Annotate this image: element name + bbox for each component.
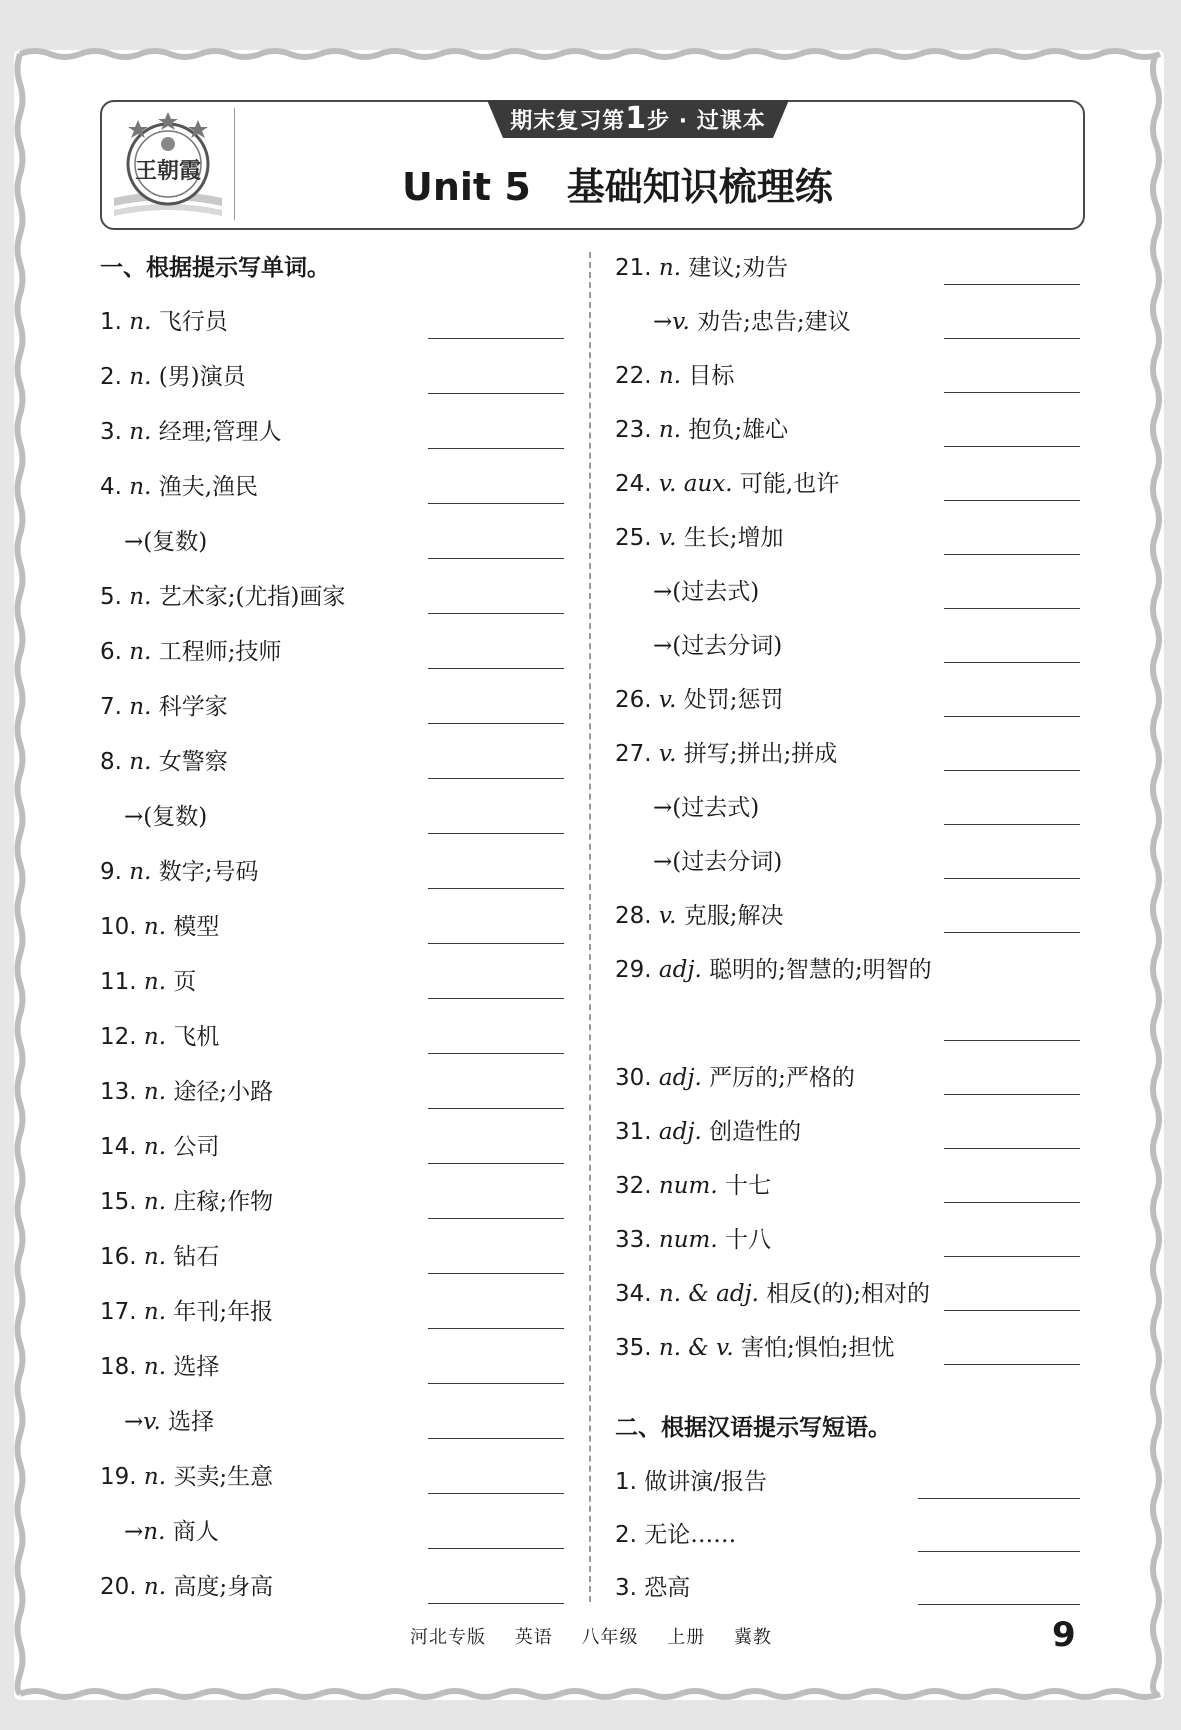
answer-blank[interactable] [944, 554, 1080, 555]
part-of-speech: n. [658, 255, 689, 281]
footer-edition: 冀教 [733, 1627, 772, 1648]
item-number: 13. [100, 1079, 144, 1105]
item-hint: 模型 [173, 914, 220, 940]
part-of-speech: adj. [658, 957, 710, 983]
left-list-item [124, 1402, 214, 1442]
footer [410, 1620, 794, 1656]
answer-blank[interactable] [944, 770, 1080, 771]
right-list-item [653, 788, 759, 828]
answer-blank[interactable] [944, 1040, 1080, 1041]
left-list-item [100, 412, 281, 452]
logo-divider [234, 108, 235, 220]
answer-blank[interactable] [944, 1148, 1080, 1149]
footer-subject: 英语 [514, 1627, 553, 1648]
part-of-speech: n. [129, 694, 159, 720]
answer-blank[interactable] [944, 1256, 1080, 1257]
item-hint: 高度;身高 [173, 1574, 274, 1600]
part-of-speech: n. [129, 309, 159, 335]
item-number: 3. [100, 419, 130, 445]
left-list-item [100, 357, 246, 397]
answer-blank[interactable] [944, 878, 1080, 879]
left-list-item [100, 1347, 219, 1387]
left-list-item [100, 577, 345, 617]
right-list-item [653, 842, 782, 882]
right-list-item [615, 410, 788, 450]
answer-blank[interactable] [428, 998, 564, 999]
part-of-speech: n. [143, 1024, 174, 1050]
part-of-speech: v. [658, 903, 684, 929]
item-number: 8. [100, 749, 130, 775]
section-2-title: 二、根据汉语提示写短语。 [615, 1415, 891, 1441]
item-number: 32. [615, 1173, 659, 1199]
item-hint: 相反(的);相对的 [766, 1281, 931, 1307]
answer-blank[interactable] [944, 284, 1080, 285]
answer-blank[interactable] [944, 824, 1080, 825]
part-of-speech: n. [129, 364, 159, 390]
item-number: 16. [100, 1244, 144, 1270]
left-list-item [100, 1292, 273, 1332]
part-of-speech: n. [129, 859, 159, 885]
answer-blank[interactable] [918, 1551, 1080, 1552]
unit-header [100, 100, 1085, 230]
answer-blank[interactable] [428, 1053, 564, 1054]
right-list-item [615, 680, 784, 720]
part-of-speech: n. [658, 417, 689, 443]
part-of-speech: →v. [124, 1409, 169, 1435]
answer-blank[interactable] [428, 888, 564, 889]
item-hint: →(复数) [124, 804, 208, 830]
item-number: 29. [615, 957, 659, 983]
item-hint: 页 [173, 969, 197, 995]
item-hint: 年刊;年报 [173, 1299, 274, 1325]
item-number: 30. [615, 1065, 659, 1091]
item-hint: 可能,也许 [739, 471, 840, 497]
item-hint: 无论…… [644, 1522, 737, 1548]
right-list-item [615, 248, 788, 288]
item-hint: 聪明的;智慧的;明智的 [709, 957, 932, 983]
answer-blank[interactable] [944, 716, 1080, 717]
right-list-item [615, 1328, 895, 1368]
left-list-item [100, 1237, 219, 1277]
section-1-title: 一、根据提示写单词。 [100, 255, 330, 281]
right-list-item [615, 1220, 771, 1260]
item-hint: 生长;增加 [683, 525, 784, 551]
footer-volume: 上册 [667, 1627, 706, 1648]
answer-blank[interactable] [428, 503, 564, 504]
item-number: 17. [100, 1299, 144, 1325]
answer-blank[interactable] [428, 1438, 564, 1439]
item-hint: 科学家 [158, 694, 228, 720]
title-text: 基础知识梳理练 [566, 165, 833, 209]
answer-blank[interactable] [428, 1218, 564, 1219]
answer-blank[interactable] [428, 943, 564, 944]
answer-blank[interactable] [428, 1383, 564, 1384]
left-list-item [100, 1567, 273, 1607]
left-list-item [100, 1072, 273, 1112]
item-hint: →(过去分词) [653, 633, 783, 659]
part-of-speech: v. aux. [658, 471, 740, 497]
part-of-speech: n. [143, 1079, 174, 1105]
answer-blank[interactable] [428, 833, 564, 834]
item-number: 18. [100, 1354, 144, 1380]
item-hint: 工程师;技师 [158, 639, 282, 665]
item-hint: 商人 [172, 1519, 219, 1545]
item-number: 2. [100, 364, 130, 390]
item-hint: 拼写;拼出;拼成 [683, 741, 838, 767]
item-hint: 飞行员 [158, 309, 228, 335]
left-list-item [100, 852, 258, 892]
right-list-item [653, 626, 782, 666]
item-hint: 渔夫,渔民 [158, 474, 259, 500]
item-number: 2. [615, 1522, 645, 1548]
item-hint: 十七 [724, 1173, 771, 1199]
item-hint: 恐高 [644, 1575, 691, 1601]
part-of-speech: adj. [658, 1119, 710, 1145]
right-list-item [615, 896, 784, 936]
answer-blank[interactable] [944, 338, 1080, 339]
item-number: 24. [615, 471, 659, 497]
item-number: 3. [615, 1575, 645, 1601]
item-hint: 处罚;惩罚 [683, 687, 784, 713]
answer-blank[interactable] [944, 500, 1080, 501]
part-of-speech: n. [143, 1134, 174, 1160]
item-number: 7. [100, 694, 130, 720]
item-hint: 严厉的;严格的 [709, 1065, 855, 1091]
part-of-speech: n. [143, 1299, 174, 1325]
item-hint: 钻石 [173, 1244, 220, 1270]
item-number: 15. [100, 1189, 144, 1215]
part-of-speech: n. [143, 1464, 174, 1490]
footer-grade: 八年级 [581, 1627, 639, 1648]
left-list-item [100, 687, 228, 727]
part-of-speech: →n. [124, 1519, 173, 1545]
answer-blank[interactable] [944, 1364, 1080, 1365]
left-list-item [100, 907, 219, 947]
item-number: 11. [100, 969, 144, 995]
part-of-speech: n. [129, 639, 159, 665]
item-number: 20. [100, 1574, 144, 1600]
item-hint: 数字;号码 [158, 859, 259, 885]
right-list-item [653, 302, 851, 342]
item-hint: →(过去式) [653, 795, 760, 821]
item-hint: 公司 [173, 1134, 220, 1160]
logo-text: 王朝霞 [134, 158, 202, 184]
answer-blank[interactable] [944, 1202, 1080, 1203]
tab-prefix: 期末复习第 [510, 109, 626, 134]
item-hint: 买卖;生意 [173, 1464, 274, 1490]
part-of-speech: num. [658, 1173, 725, 1199]
answer-blank[interactable] [428, 668, 564, 669]
left-list-item [100, 962, 196, 1002]
right-list-item [615, 950, 932, 990]
answer-blank[interactable] [944, 608, 1080, 609]
left-list-item [100, 1182, 273, 1222]
page-number: 9 [1052, 1615, 1076, 1655]
left-list-item [124, 797, 207, 837]
item-hint: 十八 [724, 1227, 771, 1253]
item-hint: →(过去式) [653, 579, 760, 605]
answer-blank[interactable] [918, 1604, 1080, 1605]
phrase-list-item [615, 1515, 736, 1555]
item-hint: 做讲演/报告 [644, 1469, 768, 1495]
item-number: 10. [100, 914, 144, 940]
tab-suffix: 步 · 过课本 [647, 109, 766, 134]
phrase-list-item [615, 1568, 690, 1608]
item-number: 6. [100, 639, 130, 665]
item-number: 34. [615, 1281, 659, 1307]
item-hint: (男)演员 [158, 364, 246, 390]
answer-blank[interactable] [428, 778, 564, 779]
item-number: 28. [615, 903, 659, 929]
part-of-speech: num. [658, 1227, 725, 1253]
part-of-speech: v. [658, 687, 684, 713]
right-list-item [615, 1058, 855, 1098]
right-list-item [615, 518, 784, 558]
right-list-item [615, 464, 839, 504]
unit-label: Unit 5 [402, 165, 531, 209]
item-hint: →(过去分词) [653, 849, 783, 875]
part-of-speech: n. [129, 419, 159, 445]
left-list-item [100, 742, 228, 782]
part-of-speech: n. [143, 1574, 174, 1600]
item-number: 23. [615, 417, 659, 443]
item-number: 31. [615, 1119, 659, 1145]
left-list-item [100, 302, 228, 342]
right-list-item [615, 1274, 930, 1314]
answer-blank[interactable] [428, 393, 564, 394]
right-list-item [615, 1112, 801, 1152]
part-of-speech: v. [658, 525, 684, 551]
left-list-item [124, 522, 207, 562]
item-hint: 创造性的 [709, 1119, 802, 1145]
part-of-speech: n. [143, 1244, 174, 1270]
item-hint: 克服;解决 [683, 903, 784, 929]
answer-blank[interactable] [918, 1498, 1080, 1499]
item-number: 1. [615, 1469, 645, 1495]
answer-blank[interactable] [428, 613, 564, 614]
right-list-item [615, 734, 837, 774]
answer-blank[interactable] [428, 1108, 564, 1109]
answer-blank[interactable] [944, 662, 1080, 663]
item-number: 1. [100, 309, 130, 335]
part-of-speech: n. [658, 363, 689, 389]
part-of-speech: n. [129, 474, 159, 500]
item-hint: 庄稼;作物 [173, 1189, 274, 1215]
part-of-speech: →v. [653, 309, 698, 335]
answer-blank[interactable] [428, 558, 564, 559]
item-hint: 途径;小路 [173, 1079, 274, 1105]
part-of-speech: n. [143, 969, 174, 995]
answer-blank[interactable] [944, 1094, 1080, 1095]
item-number: 33. [615, 1227, 659, 1253]
footer-region: 河北专版 [410, 1627, 486, 1648]
page-title [402, 156, 1002, 212]
item-hint: 女警察 [158, 749, 228, 775]
item-number: 12. [100, 1024, 144, 1050]
item-hint: 抱负;雄心 [688, 417, 789, 443]
part-of-speech: n. [143, 914, 174, 940]
answer-blank[interactable] [944, 1310, 1080, 1311]
part-of-speech: n. [129, 584, 159, 610]
left-list-item [124, 1512, 219, 1552]
item-number: 21. [615, 255, 659, 281]
item-number: 26. [615, 687, 659, 713]
answer-blank[interactable] [944, 446, 1080, 447]
left-list-item [100, 632, 281, 672]
item-hint: 目标 [688, 363, 735, 389]
left-list-item [100, 467, 258, 507]
item-hint: 劝告;忠告;建议 [697, 309, 851, 335]
left-list-item [100, 1127, 219, 1167]
item-number: 22. [615, 363, 659, 389]
part-of-speech: n. [129, 749, 159, 775]
right-list-item [615, 356, 734, 396]
part-of-speech: n. & adj. [658, 1281, 767, 1307]
review-step-tab [487, 100, 789, 142]
item-number: 9. [100, 859, 130, 885]
item-number: 5. [100, 584, 130, 610]
right-list-item [653, 572, 759, 612]
part-of-speech: n. [143, 1189, 174, 1215]
answer-blank[interactable] [428, 1493, 564, 1494]
answer-blank[interactable] [428, 1548, 564, 1549]
right-list-item [615, 1166, 771, 1206]
answer-blank[interactable] [428, 723, 564, 724]
answer-blank[interactable] [428, 1328, 564, 1329]
item-hint: 害怕;惧怕;担忧 [741, 1335, 895, 1361]
item-number: 4. [100, 474, 130, 500]
tab-step-number: 1 [625, 101, 648, 136]
brand-logo [104, 106, 232, 224]
item-hint: 飞机 [173, 1024, 220, 1050]
item-hint: 经理;管理人 [158, 419, 282, 445]
part-of-speech: v. [658, 741, 684, 767]
answer-blank[interactable] [944, 392, 1080, 393]
answer-blank[interactable] [428, 448, 564, 449]
answer-blank[interactable] [428, 338, 564, 339]
phrase-list-item [615, 1462, 767, 1502]
item-hint: →(复数) [124, 529, 208, 555]
item-number: 35. [615, 1335, 659, 1361]
part-of-speech: adj. [658, 1065, 710, 1091]
answer-blank[interactable] [428, 1603, 564, 1604]
item-hint: 选择 [168, 1409, 215, 1435]
part-of-speech: n. [143, 1354, 174, 1380]
item-number: 19. [100, 1464, 144, 1490]
part-of-speech: n. & v. [658, 1335, 741, 1361]
item-number: 14. [100, 1134, 144, 1160]
answer-blank[interactable] [428, 1163, 564, 1164]
item-number: 27. [615, 741, 659, 767]
column-divider [589, 252, 591, 1602]
item-hint: 艺术家;(尤指)画家 [158, 584, 346, 610]
item-number: 25. [615, 525, 659, 551]
left-list-item [100, 1017, 219, 1057]
answer-blank[interactable] [944, 932, 1080, 933]
answer-blank[interactable] [428, 1273, 564, 1274]
left-list-item [100, 1457, 273, 1497]
item-hint: 选择 [173, 1354, 220, 1380]
item-hint: 建议;劝告 [688, 255, 789, 281]
